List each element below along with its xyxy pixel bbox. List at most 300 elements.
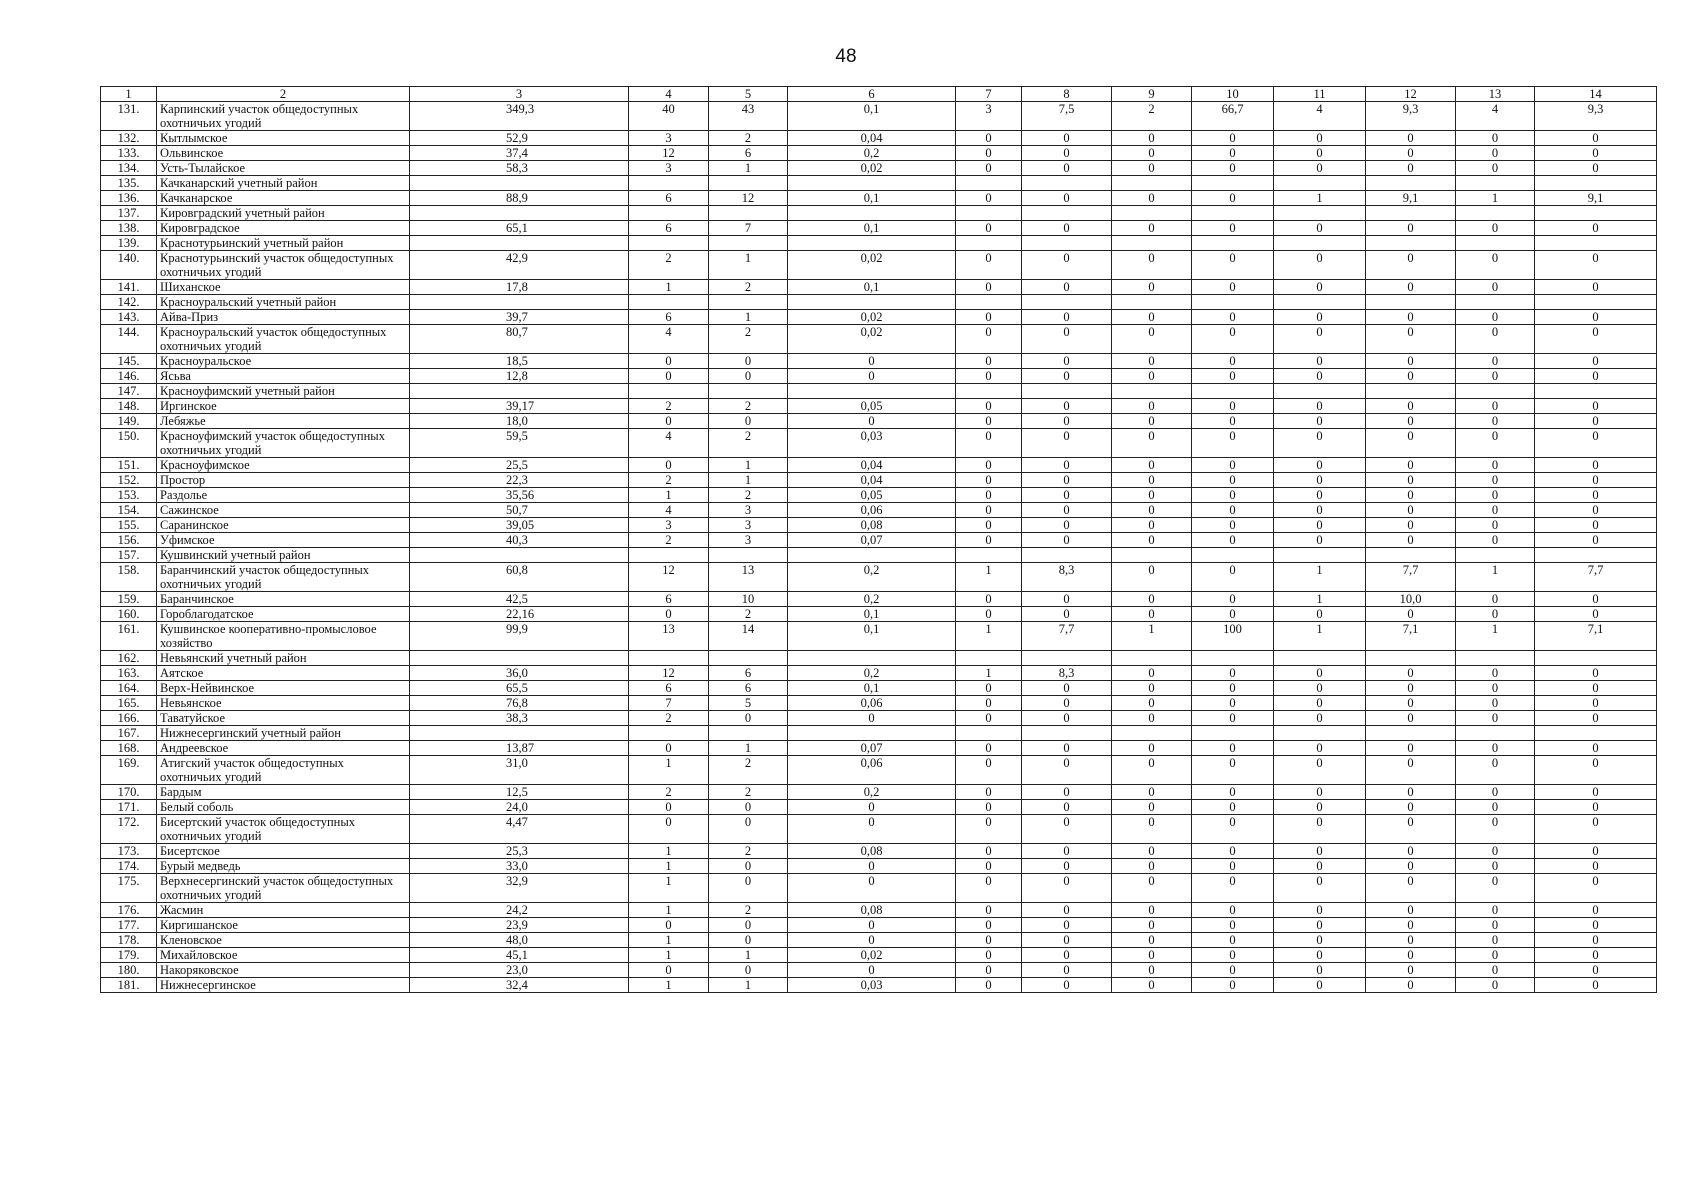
- table-cell: 0: [1112, 354, 1192, 369]
- table-cell: 0: [1535, 161, 1657, 176]
- table-cell: [1456, 726, 1535, 741]
- table-cell: [1112, 176, 1192, 191]
- row-number: 146.: [101, 369, 157, 384]
- table-cell: 0: [1022, 859, 1112, 874]
- table-cell: 0: [1535, 131, 1657, 146]
- table-cell: 0,03: [788, 978, 956, 993]
- table-cell: 0: [1535, 741, 1657, 756]
- table-cell: 0: [956, 800, 1022, 815]
- table-cell: [1022, 726, 1112, 741]
- table-cell: 0: [1274, 666, 1366, 681]
- table-cell: [629, 176, 709, 191]
- table-cell: 3: [629, 518, 709, 533]
- table-cell: 0: [1192, 711, 1274, 726]
- table-cell: [410, 726, 629, 741]
- area-name: Баранчинское: [157, 592, 410, 607]
- table-row: [101, 815, 1657, 844]
- table-cell: [1366, 176, 1456, 191]
- table-cell: 0,02: [788, 948, 956, 963]
- table-cell: 0: [1456, 473, 1535, 488]
- table-cell: 99,9: [410, 622, 629, 651]
- table-cell: 0: [1535, 607, 1657, 622]
- table-cell: 0: [1366, 161, 1456, 176]
- table-cell: 0: [1192, 563, 1274, 592]
- table-cell: [788, 176, 956, 191]
- area-name: Бурый медведь: [157, 859, 410, 874]
- table-cell: 0: [1022, 756, 1112, 785]
- table-cell: 2: [1112, 102, 1192, 131]
- table-cell: 36,0: [410, 666, 629, 681]
- table-cell: 0: [1456, 711, 1535, 726]
- table-row: [101, 844, 1657, 859]
- column-header: 14: [1535, 87, 1657, 102]
- column-header: 13: [1456, 87, 1535, 102]
- table-cell: 2: [709, 429, 788, 458]
- table-cell: 0: [1022, 800, 1112, 815]
- table-cell: 0: [1022, 933, 1112, 948]
- table-cell: 6: [629, 681, 709, 696]
- table-cell: 0: [1274, 815, 1366, 844]
- table-cell: 0: [1456, 681, 1535, 696]
- table-cell: 0: [1112, 146, 1192, 161]
- table-cell: 0: [1112, 191, 1192, 206]
- table-cell: 0,02: [788, 325, 956, 354]
- table-cell: 0: [1192, 221, 1274, 236]
- table-cell: 0,02: [788, 161, 956, 176]
- table-cell: [956, 295, 1022, 310]
- table-cell: 2: [709, 844, 788, 859]
- row-number: 157.: [101, 548, 157, 563]
- table-cell: 0,02: [788, 251, 956, 280]
- table-cell: 0: [1535, 711, 1657, 726]
- table-cell: 0: [1022, 369, 1112, 384]
- table-cell: [1192, 206, 1274, 221]
- table-cell: 0: [1366, 458, 1456, 473]
- table-cell: 0: [1022, 815, 1112, 844]
- table-cell: 0: [956, 280, 1022, 295]
- table-cell: 0: [1456, 756, 1535, 785]
- table-cell: 0: [1366, 503, 1456, 518]
- row-number: 135.: [101, 176, 157, 191]
- table-cell: 0: [1274, 325, 1366, 354]
- table-cell: 0: [956, 741, 1022, 756]
- row-number: 147.: [101, 384, 157, 399]
- table-cell: 0: [1274, 518, 1366, 533]
- table-cell: 0: [1366, 933, 1456, 948]
- table-cell: 6: [629, 310, 709, 325]
- table-cell: 0: [1535, 533, 1657, 548]
- table-cell: 0: [1192, 844, 1274, 859]
- table-cell: [1274, 295, 1366, 310]
- column-header: 6: [788, 87, 956, 102]
- table-cell: 0: [709, 414, 788, 429]
- area-name: Атигский участок общедоступных охотничьих угодий: [157, 756, 410, 785]
- table-cell: 7,7: [1535, 563, 1657, 592]
- table-cell: 2: [629, 251, 709, 280]
- table-cell: 0: [956, 696, 1022, 711]
- table-cell: 0: [1535, 800, 1657, 815]
- table-cell: [1535, 206, 1657, 221]
- table-cell: 0: [1366, 146, 1456, 161]
- table-cell: 0: [1274, 458, 1366, 473]
- table-cell: 0: [1366, 488, 1456, 503]
- table-row: [101, 146, 1657, 161]
- table-cell: 0: [1022, 592, 1112, 607]
- table-cell: 0: [1274, 681, 1366, 696]
- table-row: [101, 933, 1657, 948]
- table-cell: [788, 548, 956, 563]
- table-cell: 0,2: [788, 592, 956, 607]
- column-header: 12: [1366, 87, 1456, 102]
- table-cell: 0: [1022, 681, 1112, 696]
- table-cell: [788, 206, 956, 221]
- table-cell: [1456, 295, 1535, 310]
- table-cell: 0: [1112, 310, 1192, 325]
- table-cell: 3: [629, 161, 709, 176]
- table-row: [101, 859, 1657, 874]
- table-cell: 0: [1274, 918, 1366, 933]
- table-cell: 0: [1366, 874, 1456, 903]
- table-cell: 2: [709, 756, 788, 785]
- table-cell: 0: [1274, 800, 1366, 815]
- table-cell: 0: [956, 978, 1022, 993]
- table-cell: [410, 236, 629, 251]
- table-cell: 52,9: [410, 131, 629, 146]
- table-cell: 1: [709, 161, 788, 176]
- table-cell: 0: [1366, 903, 1456, 918]
- table-cell: 0: [1535, 666, 1657, 681]
- table-cell: 2: [709, 488, 788, 503]
- table-cell: 0: [1274, 414, 1366, 429]
- table-cell: 1: [629, 859, 709, 874]
- table-cell: 0: [1192, 859, 1274, 874]
- table-header-row: [101, 87, 1657, 102]
- row-number: 166.: [101, 711, 157, 726]
- table-cell: [1456, 384, 1535, 399]
- table-cell: 0: [1366, 741, 1456, 756]
- row-number: 163.: [101, 666, 157, 681]
- table-row: [101, 399, 1657, 414]
- table-cell: 0: [788, 933, 956, 948]
- table-cell: 9,3: [1366, 102, 1456, 131]
- table-cell: 0: [1535, 488, 1657, 503]
- row-number: 150.: [101, 429, 157, 458]
- table-cell: 0: [1112, 429, 1192, 458]
- area-name: Ясьва: [157, 369, 410, 384]
- table-row: [101, 622, 1657, 651]
- table-cell: 0: [1274, 146, 1366, 161]
- table-cell: 0: [1274, 948, 1366, 963]
- table-cell: 0,2: [788, 563, 956, 592]
- table-cell: 2: [709, 131, 788, 146]
- area-name: Сажинское: [157, 503, 410, 518]
- row-number: 136.: [101, 191, 157, 206]
- table-cell: 0: [1022, 844, 1112, 859]
- table-cell: 0: [956, 131, 1022, 146]
- table-cell: 9,1: [1535, 191, 1657, 206]
- table-cell: 0: [956, 503, 1022, 518]
- table-cell: 4: [1274, 102, 1366, 131]
- table-cell: 0: [1022, 963, 1112, 978]
- table-cell: 0: [709, 800, 788, 815]
- table-cell: 0: [1456, 369, 1535, 384]
- area-name: Усть-Тылайское: [157, 161, 410, 176]
- table-cell: [709, 236, 788, 251]
- table-cell: 0: [709, 874, 788, 903]
- table-cell: [788, 384, 956, 399]
- table-cell: 1: [629, 978, 709, 993]
- table-row: [101, 384, 1657, 399]
- table-cell: 0: [1022, 221, 1112, 236]
- table-cell: 7: [709, 221, 788, 236]
- table-cell: [410, 295, 629, 310]
- table-row: [101, 711, 1657, 726]
- table-cell: 0: [1192, 280, 1274, 295]
- table-cell: 0: [1192, 666, 1274, 681]
- table-cell: 0: [1535, 146, 1657, 161]
- area-name: Верх-Нейвинское: [157, 681, 410, 696]
- table-cell: [788, 726, 956, 741]
- table-row: [101, 458, 1657, 473]
- table-cell: 0: [1022, 696, 1112, 711]
- area-name: Кушвинский учетный район: [157, 548, 410, 563]
- column-header: 2: [157, 87, 410, 102]
- table-row: [101, 518, 1657, 533]
- table-cell: 1: [1456, 563, 1535, 592]
- table-row: [101, 251, 1657, 280]
- table-row: [101, 651, 1657, 666]
- table-cell: [709, 384, 788, 399]
- table-cell: 0,04: [788, 131, 956, 146]
- area-name: Киргишанское: [157, 918, 410, 933]
- table-row: [101, 741, 1657, 756]
- area-name: Уфимское: [157, 533, 410, 548]
- table-cell: [1366, 548, 1456, 563]
- table-cell: 7,7: [1366, 563, 1456, 592]
- table-cell: 45,1: [410, 948, 629, 963]
- table-cell: 0,2: [788, 666, 956, 681]
- table-cell: 100: [1192, 622, 1274, 651]
- table-cell: 0: [1192, 696, 1274, 711]
- table-cell: 12,8: [410, 369, 629, 384]
- table-cell: 3: [629, 131, 709, 146]
- table-cell: 0: [1456, 503, 1535, 518]
- table-cell: 65,1: [410, 221, 629, 236]
- table-cell: 0,1: [788, 681, 956, 696]
- table-cell: 0,1: [788, 280, 956, 295]
- table-cell: 0: [1274, 533, 1366, 548]
- table-cell: 0: [1112, 963, 1192, 978]
- table-cell: 0: [1456, 280, 1535, 295]
- table-cell: 0: [1366, 948, 1456, 963]
- table-cell: 0: [1535, 354, 1657, 369]
- table-cell: 0: [1022, 310, 1112, 325]
- table-cell: 0: [1535, 859, 1657, 874]
- column-header: 8: [1022, 87, 1112, 102]
- table-cell: 0: [1366, 711, 1456, 726]
- table-cell: 0: [1022, 414, 1112, 429]
- table-cell: 0: [1192, 978, 1274, 993]
- table-cell: 0: [1274, 488, 1366, 503]
- table-cell: 0: [1112, 131, 1192, 146]
- table-cell: 88,9: [410, 191, 629, 206]
- table-cell: 0: [1022, 354, 1112, 369]
- table-cell: [1456, 548, 1535, 563]
- table-cell: 0: [1112, 681, 1192, 696]
- row-number: 152.: [101, 473, 157, 488]
- table-cell: 0: [1456, 933, 1535, 948]
- table-cell: [1274, 206, 1366, 221]
- table-cell: [1274, 236, 1366, 251]
- table-cell: 0: [1535, 310, 1657, 325]
- table-cell: 0: [1192, 161, 1274, 176]
- table-cell: 0: [1022, 533, 1112, 548]
- table-cell: 0: [956, 161, 1022, 176]
- row-number: 144.: [101, 325, 157, 354]
- table-cell: 0: [1366, 800, 1456, 815]
- table-cell: 7,7: [1022, 622, 1112, 651]
- table-cell: 0: [1112, 369, 1192, 384]
- table-cell: 0: [1456, 874, 1535, 903]
- table-row: [101, 874, 1657, 903]
- table-cell: 0,1: [788, 102, 956, 131]
- table-cell: 65,5: [410, 681, 629, 696]
- table-cell: 1: [1456, 191, 1535, 206]
- table-cell: 0: [1192, 191, 1274, 206]
- area-name: Кушвинское кооперативно-промысловое хозяйство: [157, 622, 410, 651]
- table-cell: 42,5: [410, 592, 629, 607]
- table-cell: 0,1: [788, 191, 956, 206]
- table-cell: 0: [709, 354, 788, 369]
- table-cell: [709, 176, 788, 191]
- table-cell: 0: [1192, 756, 1274, 785]
- area-name: Саранинское: [157, 518, 410, 533]
- table-cell: 0: [1535, 756, 1657, 785]
- table-cell: 1: [1274, 563, 1366, 592]
- row-number: 177.: [101, 918, 157, 933]
- table-cell: 0: [1274, 473, 1366, 488]
- table-cell: 0: [1456, 251, 1535, 280]
- table-cell: 0: [1274, 607, 1366, 622]
- table-cell: 0: [956, 458, 1022, 473]
- table-cell: 0: [629, 369, 709, 384]
- table-cell: 0: [1456, 533, 1535, 548]
- table-cell: 0: [1112, 161, 1192, 176]
- area-name: Качканарский учетный район: [157, 176, 410, 191]
- table-cell: [1112, 548, 1192, 563]
- area-name: Жасмин: [157, 903, 410, 918]
- table-cell: 0: [1192, 903, 1274, 918]
- table-cell: 0: [1022, 280, 1112, 295]
- table-cell: 0: [1192, 948, 1274, 963]
- table-cell: 1: [709, 458, 788, 473]
- table-cell: 0: [1192, 414, 1274, 429]
- table-cell: 0: [1366, 280, 1456, 295]
- table-cell: [1274, 176, 1366, 191]
- table-cell: 24,0: [410, 800, 629, 815]
- table-cell: 0: [709, 815, 788, 844]
- table-cell: 0: [1022, 948, 1112, 963]
- table-cell: 1: [1274, 191, 1366, 206]
- row-number: 139.: [101, 236, 157, 251]
- area-name: Накоряковское: [157, 963, 410, 978]
- table-cell: [1112, 384, 1192, 399]
- table-cell: 0,06: [788, 756, 956, 785]
- table-cell: 0,07: [788, 533, 956, 548]
- area-name: Гороблагодатское: [157, 607, 410, 622]
- table-cell: 0: [1366, 815, 1456, 844]
- area-name: Краснотурьинский участок общедоступных охотничьих угодий: [157, 251, 410, 280]
- table-row: [101, 161, 1657, 176]
- table-row: [101, 756, 1657, 785]
- table-cell: 0: [956, 963, 1022, 978]
- table-cell: 0: [1366, 369, 1456, 384]
- table-cell: 0: [1456, 221, 1535, 236]
- table-cell: 0: [1535, 918, 1657, 933]
- table-cell: [709, 295, 788, 310]
- table-cell: 0: [1112, 696, 1192, 711]
- area-name: Верхнесергинский участок общедоступных охотничьих угодий: [157, 874, 410, 903]
- table-cell: [956, 548, 1022, 563]
- table-cell: [1366, 651, 1456, 666]
- table-cell: 0: [1192, 933, 1274, 948]
- table-cell: 0: [956, 607, 1022, 622]
- row-number: 174.: [101, 859, 157, 874]
- table-cell: [788, 651, 956, 666]
- table-cell: 2: [709, 903, 788, 918]
- table-row: [101, 503, 1657, 518]
- table-row: [101, 548, 1657, 563]
- table-cell: 0: [1535, 369, 1657, 384]
- table-cell: 0: [1366, 533, 1456, 548]
- table-cell: 0: [709, 369, 788, 384]
- table-cell: [1192, 176, 1274, 191]
- page-number: 48: [835, 46, 857, 67]
- table-cell: [410, 176, 629, 191]
- table-cell: 0: [1366, 918, 1456, 933]
- table-cell: [629, 651, 709, 666]
- table-cell: 0: [1192, 607, 1274, 622]
- table-cell: [1366, 726, 1456, 741]
- table-cell: 12: [629, 146, 709, 161]
- table-cell: [629, 236, 709, 251]
- table-cell: 0: [1192, 146, 1274, 161]
- table-cell: 12: [629, 563, 709, 592]
- table-cell: 1: [709, 473, 788, 488]
- table-cell: 2: [629, 473, 709, 488]
- table-cell: 0: [956, 399, 1022, 414]
- table-cell: 23,0: [410, 963, 629, 978]
- table-cell: 0,03: [788, 429, 956, 458]
- row-number: 175.: [101, 874, 157, 903]
- table-cell: [788, 295, 956, 310]
- table-cell: 0: [1022, 251, 1112, 280]
- table-cell: 0,07: [788, 741, 956, 756]
- table-cell: 0: [1274, 711, 1366, 726]
- table-cell: 0: [1274, 280, 1366, 295]
- table-cell: 39,05: [410, 518, 629, 533]
- area-name: Айва-Приз: [157, 310, 410, 325]
- table-cell: 8,3: [1022, 563, 1112, 592]
- table-cell: 0: [956, 844, 1022, 859]
- table-cell: 0: [1112, 488, 1192, 503]
- table-row: [101, 963, 1657, 978]
- table-cell: [1022, 206, 1112, 221]
- table-cell: 0: [629, 800, 709, 815]
- table-row: [101, 206, 1657, 221]
- table-cell: 0: [788, 918, 956, 933]
- table-cell: 59,5: [410, 429, 629, 458]
